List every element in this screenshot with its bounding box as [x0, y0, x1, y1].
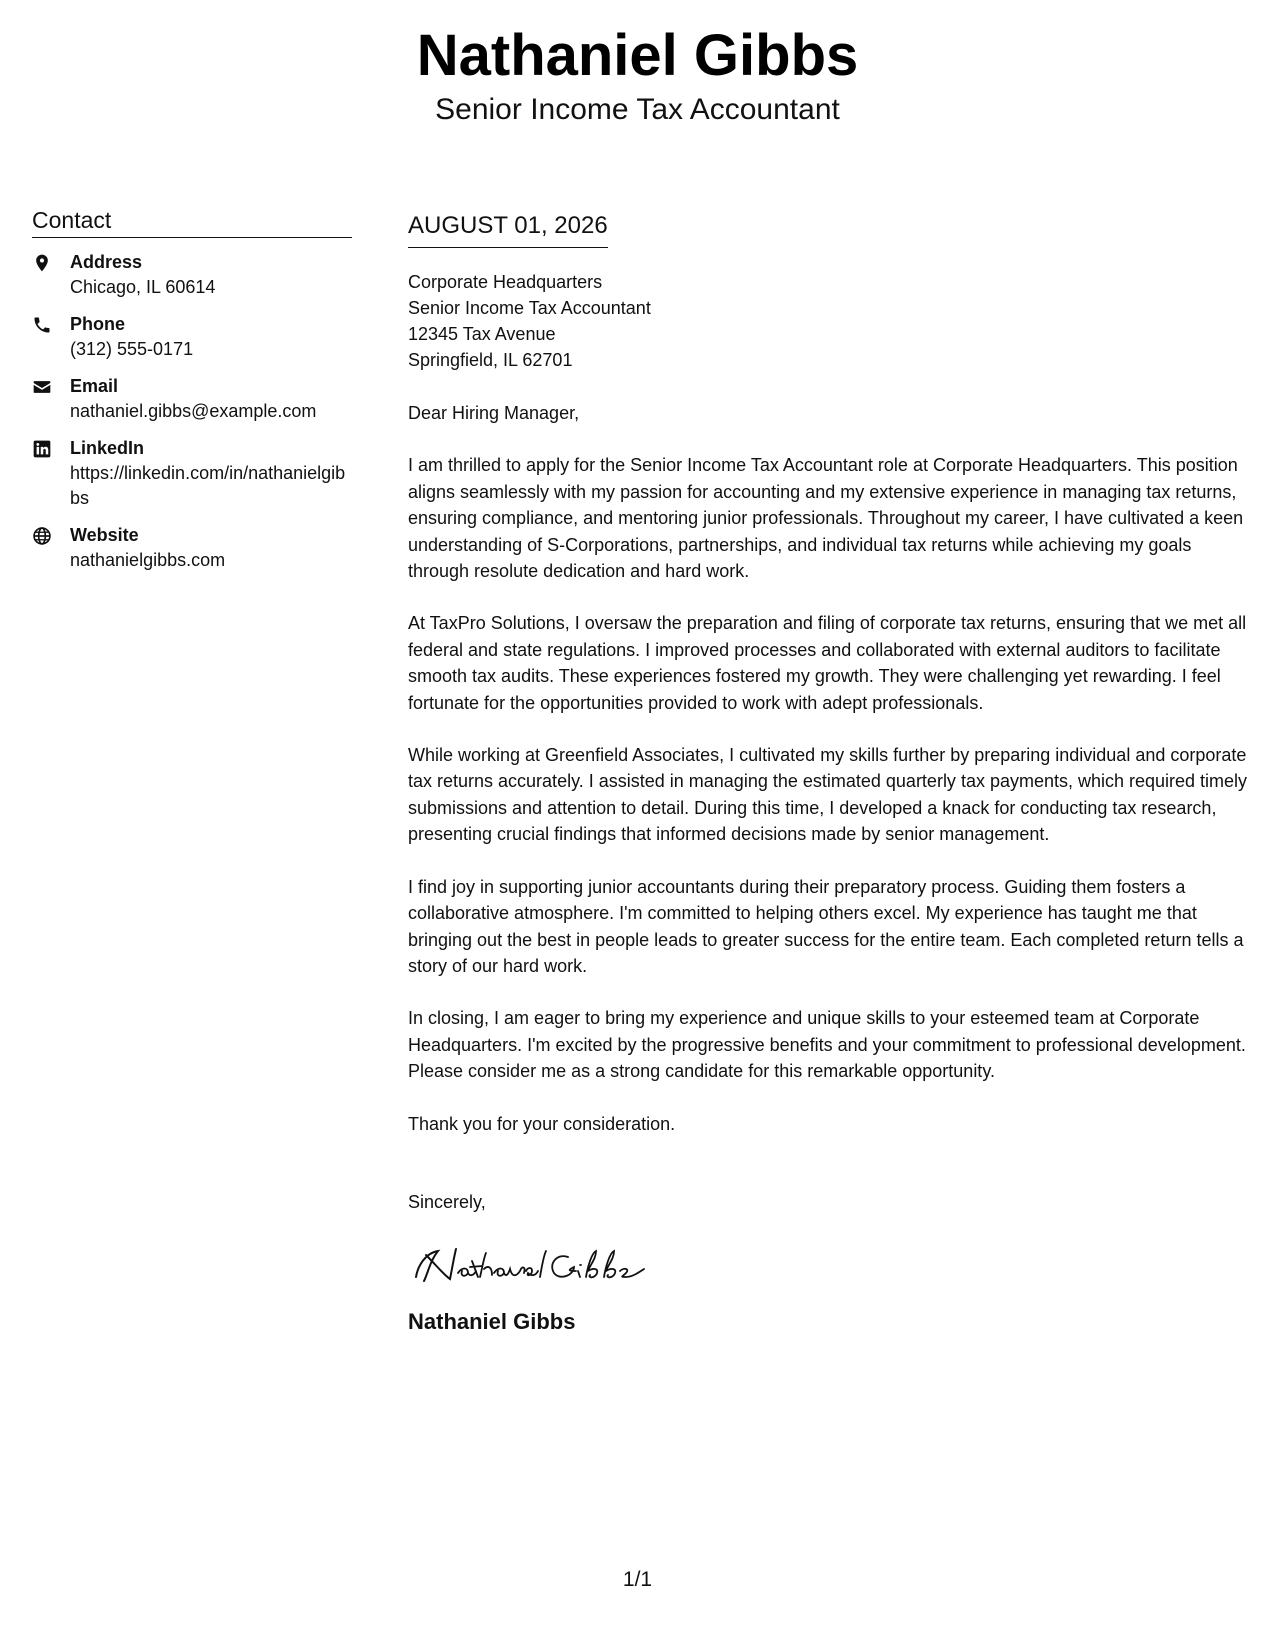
contact-address [32, 250, 352, 300]
contact-website [32, 523, 352, 573]
contact-heading: Contact [32, 205, 352, 238]
contact-value[interactable]: nathaniel.gibbs@example.com [70, 401, 317, 421]
contact-label: Website [70, 525, 139, 545]
body-paragraph: I find joy in supporting junior accountants during their preparatory process. Guiding them fosters a collaborative atmosphere. I'm committed to helping others excel. My experience has taught me that bringing out the best in people leads to greater success for the entire team. Each completed return tells a story of our hard work. [408, 876, 1244, 976]
contact-label: Email [70, 376, 119, 396]
handwritten-signature [408, 1235, 668, 1295]
contact-label: Phone [70, 314, 126, 334]
contact-label: LinkedIn [70, 438, 145, 458]
closing-line: Sincerely, [408, 1191, 486, 1212]
letter-header [0, 20, 1275, 128]
phone-icon [32, 312, 70, 335]
recipient-line: 12345 Tax Avenue [408, 324, 556, 344]
recipient-block [408, 269, 1253, 373]
contact-sidebar [32, 205, 352, 585]
globe-icon [32, 523, 70, 546]
contact-linkedin [32, 436, 352, 511]
body-paragraph: At TaxPro Solutions, I oversaw the preparation and filing of corporate tax returns, ensuring that we met all federal and state regulations. I improved processes and collaborated with external auditors to facilitate smooth tax audits. These experiences fostered my growth. They were challenging yet rewarding. I feel fortunate for the opportunities provided to work with adept professionals. [408, 613, 1247, 713]
map-pin-icon [32, 250, 70, 273]
recipient-line: Corporate Headquarters [408, 272, 603, 292]
contact-label: Address [70, 252, 143, 272]
body-paragraph: While working at Greenfield Associates, I cultivated my skills further by preparing individual and corporate tax returns accurately. I assisted in managing the estimated quarterly tax payments, which required timely submissions and attention to detail. During this time, I developed a knack for conducting tax research, presenting crucial findings that informed decisions made by senior management. [408, 745, 1248, 845]
recipient-line: Springfield, IL 62701 [408, 350, 573, 370]
body-paragraph: In closing, I am eager to bring my experience and unique skills to your esteemed team at Corporate Headquarters. I'm excited by the progressive benefits and your commitment to professional development. Please consider me as a strong candidate for this remarkable opportunity. [408, 1008, 1246, 1082]
linkedin-icon [32, 436, 70, 459]
applicant-title: Senior Income Tax Accountant [435, 93, 840, 126]
letter-date: AUGUST 01, 2026 [408, 210, 608, 248]
recipient-line: Senior Income Tax Accountant [408, 298, 651, 318]
applicant-name: Nathaniel Gibbs [416, 23, 859, 88]
salutation: Dear Hiring Manager, [408, 403, 580, 423]
contact-value: Chicago, IL 60614 [70, 277, 216, 297]
letter-body [408, 210, 1253, 1337]
contact-email [32, 374, 352, 424]
thanks-line: Thank you for your consideration. [408, 1113, 676, 1134]
envelope-icon [32, 374, 70, 397]
contact-value: (312) 555-0171 [70, 339, 194, 359]
contact-value[interactable]: https://linkedin.com/in/nathanielgibbs [70, 463, 346, 508]
signed-name: Nathaniel Gibbs [408, 1309, 576, 1335]
contact-phone [32, 312, 352, 362]
body-paragraph: I am thrilled to apply for the Senior Income Tax Accountant role at Corporate Headquarters. This position aligns seamlessly with my passion for accounting and my extensive experience in managing tax returns, ensuring compliance, and mentoring junior professionals. Throughout my career, I have cultivated a keen understanding of S-Corporations, partnerships, and individual tax returns while achieving my goals through resolute dedication and hard work. [408, 455, 1244, 582]
page-number: 1/1 [622, 1568, 653, 1591]
contact-value[interactable]: nathanielgibbs.com [70, 550, 226, 570]
